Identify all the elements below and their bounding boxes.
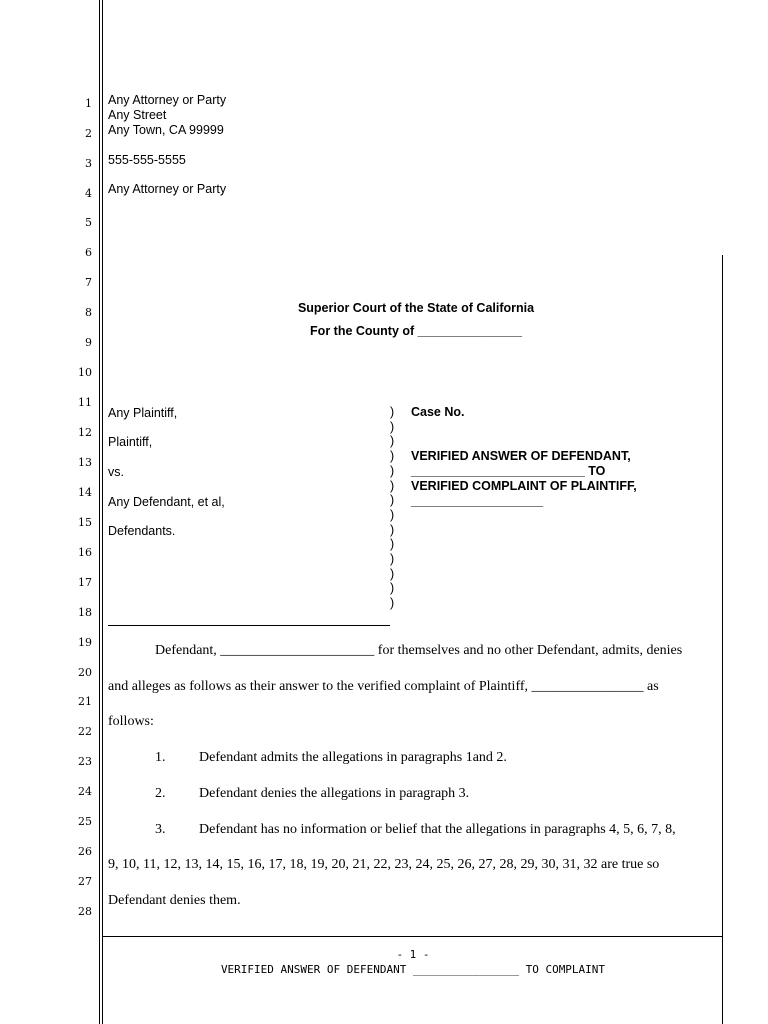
line-number: 11 (78, 396, 92, 409)
attorney-city: Any Town, CA 99999 (108, 123, 224, 137)
line-number: 23 (78, 755, 92, 768)
defendant-role: Defendants. (108, 524, 176, 538)
line-number: 25 (78, 815, 92, 828)
line-number: 26 (78, 845, 92, 858)
paragraph-2-text: Defendant denies the allegations in paragraph 3. (199, 786, 470, 801)
case-number-label: Case No. (411, 405, 465, 419)
right-margin-rule (722, 255, 723, 1024)
line-number: 12 (78, 426, 92, 439)
line-number: 1 (85, 97, 92, 110)
line-number: 13 (78, 456, 92, 469)
line-number: 21 (78, 695, 92, 708)
line-number: 2 (85, 127, 92, 140)
line-number: 8 (85, 306, 92, 319)
line-number: 20 (78, 666, 92, 679)
left-margin-rule-outer (99, 0, 100, 1024)
line-number: 22 (78, 725, 92, 738)
line-number: 19 (78, 636, 92, 649)
line-number: 24 (78, 785, 92, 798)
line-number: 28 (78, 905, 92, 918)
line-number: 27 (78, 875, 92, 888)
paragraph-3-line-3: Defendant denies them. (108, 893, 241, 908)
paragraph-1-text: Defendant admits the allegations in paragraphs 1and 2. (199, 750, 507, 765)
line-number: 10 (78, 366, 92, 379)
caption-underline (108, 625, 390, 626)
line-number: 4 (85, 187, 92, 200)
plaintiff-role: Plaintiff, (108, 435, 153, 449)
attorney-for: Any Attorney or Party (108, 182, 227, 196)
line-number: 7 (85, 276, 92, 289)
line-number: 6 (85, 246, 92, 259)
document-title-line-4: ___________________ (411, 494, 544, 508)
court-name: Superior Court of the State of California (297, 301, 535, 315)
paragraph-2-number: 2. (155, 786, 166, 801)
attorney-street: Any Street (108, 108, 167, 122)
intro-line-2: and alleges as follows as their answer to the verified complaint of Plaintiff, ________________ as (108, 679, 659, 694)
line-number: 5 (85, 216, 92, 229)
paragraph-1-number: 1. (155, 750, 166, 765)
document-title-line-3: VERIFIED COMPLAINT OF PLAINTIFF, (411, 479, 637, 493)
line-number: 9 (85, 336, 92, 349)
left-margin-rule-inner (102, 0, 103, 1024)
defendant-name: Any Defendant, et al, (108, 495, 225, 509)
versus: vs. (108, 465, 124, 479)
line-number: 18 (78, 606, 92, 619)
paragraph-3-number: 3. (155, 822, 166, 837)
footer-title: VERIFIED ANSWER OF DEFENDANT ________________ TO COMPLAINT (220, 963, 606, 976)
line-number: 15 (78, 516, 92, 529)
line-number: 3 (85, 157, 92, 170)
page-number: - 1 - (396, 948, 430, 961)
line-number: 14 (78, 486, 92, 499)
attorney-name: Any Attorney or Party (108, 93, 227, 107)
court-county: For the County of _______________ (310, 324, 522, 338)
attorney-phone: 555-555-5555 (108, 153, 186, 167)
intro-line-3: follows: (108, 714, 154, 729)
paragraph-3-line-2: 9, 10, 11, 12, 13, 14, 15, 16, 17, 18, 19, 20, 21, 22, 23, 24, 25, 26, 27, 28, 29, 30, 31, 32 are true so (108, 857, 660, 872)
caption-parentheses: ) ) ) ) ) ) ) ) ) ) ) ) ) ) (390, 405, 395, 611)
plaintiff-name: Any Plaintiff, (108, 406, 178, 420)
document-title-line-2: _________________________ TO (411, 464, 606, 478)
paragraph-3-text: Defendant has no information or belief that the allegations in paragraphs 4, 5, 6, 7, 8, (199, 822, 676, 837)
document-title-line-1: VERIFIED ANSWER OF DEFENDANT, (411, 449, 631, 463)
footer-rule (103, 936, 723, 937)
line-number: 17 (78, 576, 92, 589)
intro-line-1: Defendant, ______________________ for themselves and no other Defendant, admits, denies (155, 643, 683, 658)
line-number: 16 (78, 546, 92, 559)
